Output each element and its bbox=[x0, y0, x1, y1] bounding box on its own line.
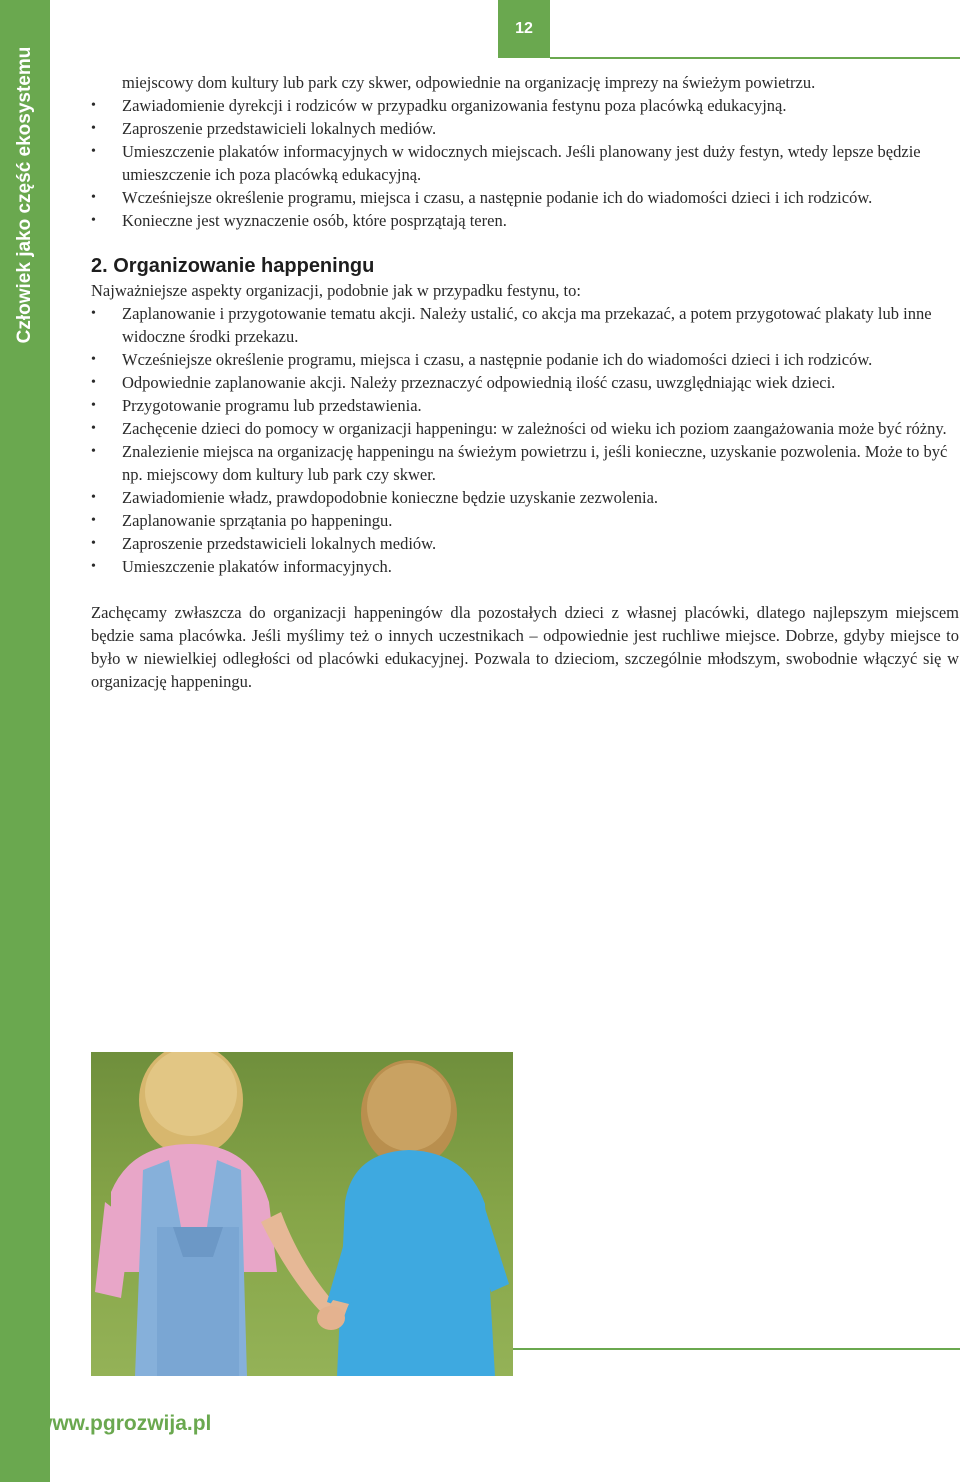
bullet-icon: • bbox=[91, 513, 96, 528]
list-item bbox=[91, 371, 959, 394]
list-item bbox=[91, 440, 959, 486]
list-item-text: Konieczne jest wyznaczenie osób, które posprzątają teren. bbox=[122, 211, 507, 230]
list-item-text: Wcześniejsze określenie programu, miejsca i czasu, a następnie podanie ich do wiadomości dzieci i ich rodziców. bbox=[122, 350, 873, 369]
list-item bbox=[91, 509, 959, 532]
bullet-icon: • bbox=[91, 490, 96, 505]
list-item-text: Zaproszenie przedstawicieli lokalnych mediów. bbox=[122, 534, 437, 553]
footer-url[interactable]: www.pgrozwija.pl bbox=[36, 1412, 212, 1435]
list-item bbox=[91, 186, 959, 209]
closing-paragraph: Zachęcamy zwłaszcza do organizacji happeningów dla pozostałych dzieci z własnej placówki, dlatego najlepszym miejscem będzie sama placówka. Jeśli myślimy też o innych uczestnikach – odpowiednie jest ruchliwe miejsce. Dobrze, gdyby miejsce to było w niewielkiej odległości od placówki edukacyjnej. Pozwala to dzieciom, szczególnie młodszym, swobodnie włączyć się w organizację happeningu. bbox=[91, 603, 959, 691]
happening-list bbox=[91, 302, 959, 578]
list-item-text: Znalezienie miejsca na organizację happeningu na świeżym powietrzu i, jeśli konieczne, uzyskanie pozwolenia. Może to być np. miejscowy dom kultury lub park czy skwer. bbox=[122, 442, 948, 484]
list-item bbox=[91, 94, 959, 117]
bullet-icon: • bbox=[91, 213, 96, 228]
bullet-icon: • bbox=[91, 398, 96, 413]
side-title: Człowiek jako część ekosystemu bbox=[14, 46, 35, 344]
section-intro: Najważniejsze aspekty organizacji, podobnie jak w przypadku festynu, to: bbox=[91, 281, 581, 300]
bullet-icon: • bbox=[91, 190, 96, 205]
list-item-text: Zachęcenie dzieci do pomocy w organizacji happeningu: w zależności od wieku ich poziom zaangażowania może być różny. bbox=[122, 419, 947, 438]
list-item bbox=[91, 417, 959, 440]
list-item bbox=[91, 348, 959, 371]
top-divider bbox=[550, 57, 960, 59]
bottom-divider bbox=[513, 1348, 960, 1350]
bullet-icon: • bbox=[91, 444, 96, 459]
list-item-text: Przygotowanie programu lub przedstawienia. bbox=[122, 396, 422, 415]
list-item-text: Zawiadomienie władz, prawdopodobnie konieczne będzie uzyskanie zezwolenia. bbox=[122, 488, 659, 507]
list-item-text: Zaplanowanie sprzątania po happeningu. bbox=[122, 511, 393, 530]
list-item-text: Zaproszenie przedstawicieli lokalnych mediów. bbox=[122, 119, 437, 138]
bullet-icon: • bbox=[91, 352, 96, 367]
list-item-text: Umieszczenie plakatów informacyjnych w widocznych miejscach. Jeśli planowany jest duży festyn, wtedy lepsze będzie umieszczenie ich poza placówką edukacyjną. bbox=[122, 142, 921, 184]
list-item-text: Odpowiednie zaplanowanie akcji. Należy przeznaczyć odpowiednią ilość czasu, uwzględniając wiek dzieci. bbox=[122, 373, 836, 392]
bullet-icon: • bbox=[91, 306, 96, 321]
list-item-text: Wcześniejsze określenie programu, miejsca i czasu, a następnie podanie ich do wiadomości dzieci i ich rodziców. bbox=[122, 188, 873, 207]
list-item bbox=[91, 532, 959, 555]
page-content bbox=[91, 71, 959, 693]
bullet-icon: • bbox=[91, 98, 96, 113]
bullet-icon: • bbox=[91, 144, 96, 159]
bullet-icon: • bbox=[91, 375, 96, 390]
list-item bbox=[91, 555, 959, 578]
list-item bbox=[91, 302, 959, 348]
list-item-text: Zaplanowanie i przygotowanie tematu akcji. Należy ustalić, co akcja ma przekazać, a potem przygotować plakaty lub inne widoczne środki przekazu. bbox=[122, 304, 932, 346]
bullet-icon: • bbox=[91, 559, 96, 574]
list-item bbox=[91, 486, 959, 509]
page-number: 12 bbox=[498, 0, 550, 58]
list-item-text: Zawiadomienie dyrekcji i rodziców w przypadku organizowania festynu poza placówką edukacyjną. bbox=[122, 96, 787, 115]
list-item bbox=[91, 140, 959, 186]
side-bar bbox=[0, 0, 50, 1482]
bullet-icon: • bbox=[91, 121, 96, 136]
children-photo bbox=[91, 1052, 513, 1376]
list-item-text: Umieszczenie plakatów informacyjnych. bbox=[122, 557, 392, 576]
list-item bbox=[91, 209, 959, 232]
bullet-icon: • bbox=[91, 421, 96, 436]
festival-list bbox=[91, 94, 959, 232]
list-item bbox=[91, 394, 959, 417]
section-heading: 2. Organizowanie happeningu bbox=[91, 255, 375, 277]
list-item bbox=[91, 117, 959, 140]
bullet-icon: • bbox=[91, 536, 96, 551]
continuation-text: miejscowy dom kultury lub park czy skwer, odpowiednie na organizację imprezy na świeżym powietrzu. bbox=[122, 73, 816, 92]
